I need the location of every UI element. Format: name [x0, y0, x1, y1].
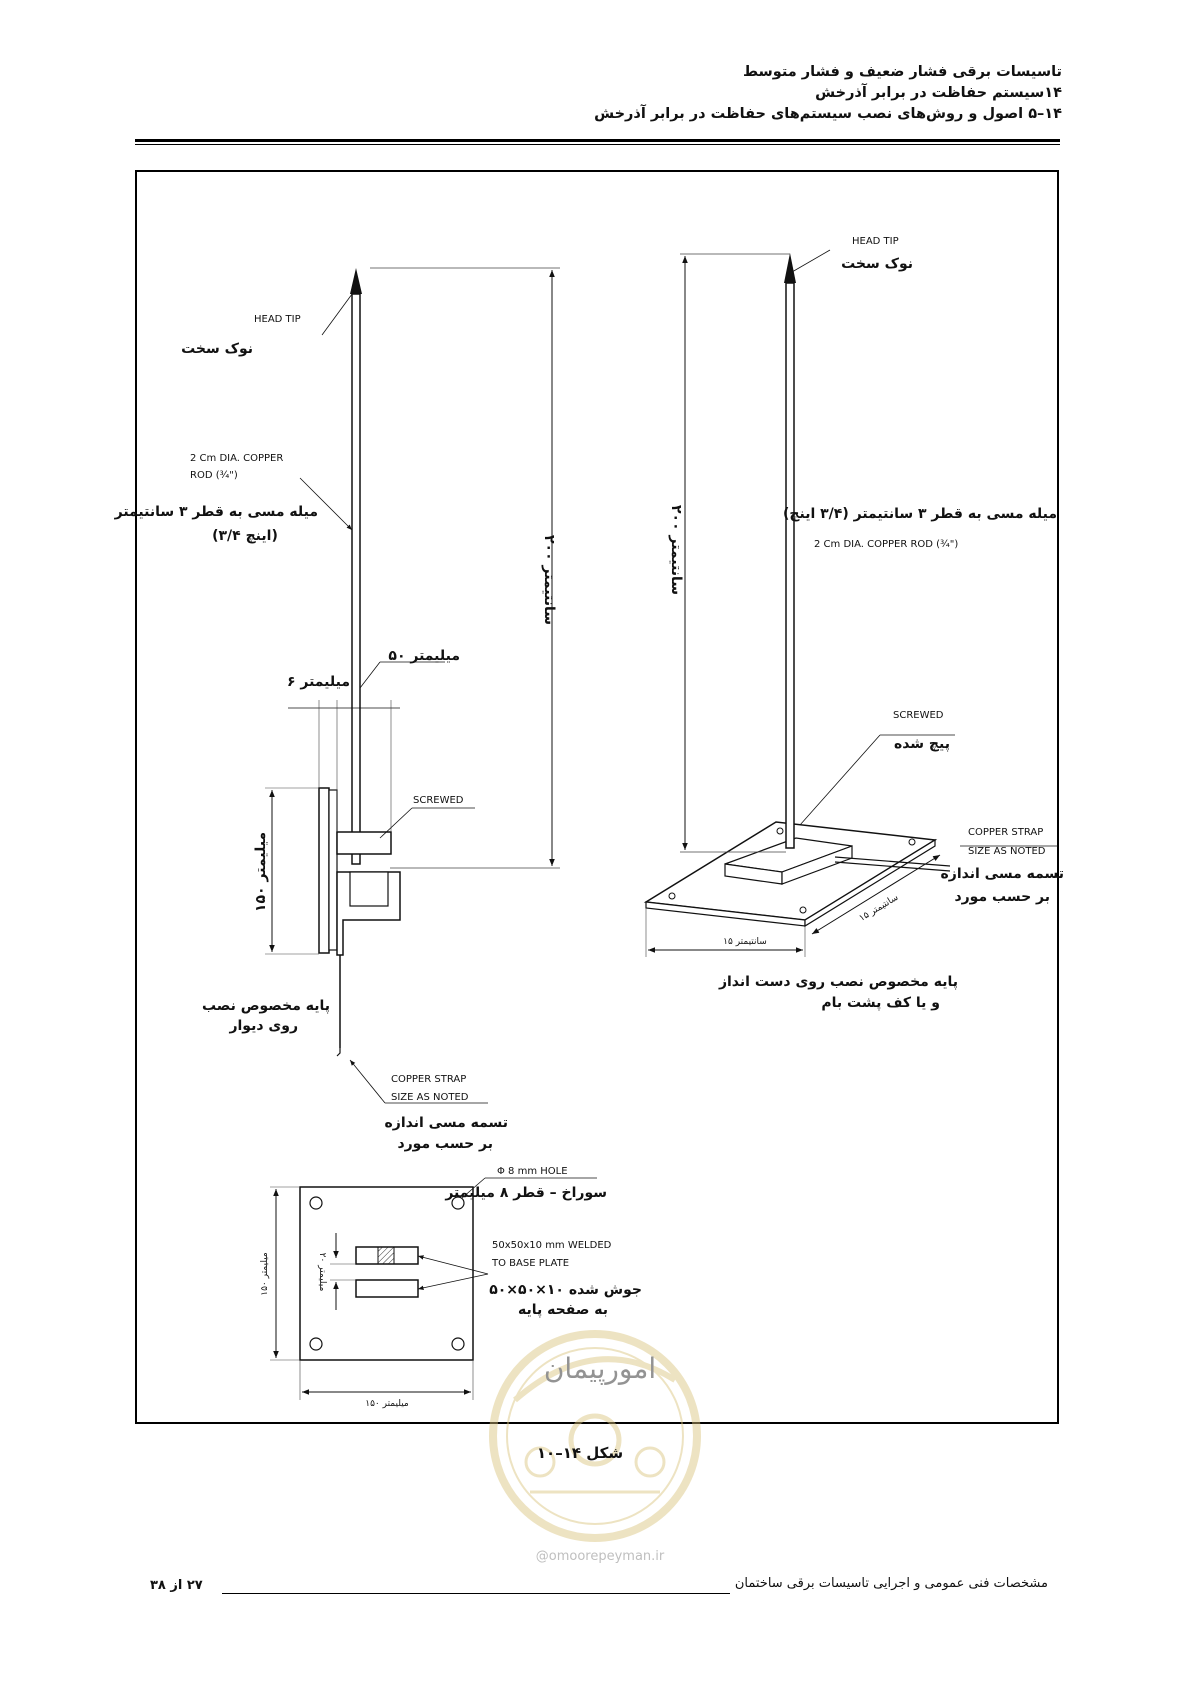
footer-doc-title: مشخصات فنی عمومی و اجرایی تاسیسات برقی ساختمان — [734, 1576, 1048, 1591]
left-dim-150: ۱۵۰ میلیمتر — [253, 831, 269, 913]
right-dim-15-a: ۱۵ سانتیمتر — [723, 937, 767, 947]
left-wall-base-fa-2: روی دیوار — [229, 1018, 298, 1034]
watermark-logo-text: امورپیمان — [543, 1352, 657, 1385]
left-rod-fa-1: میله مسی به قطر ۳ سانتیمتر — [114, 504, 318, 520]
footer-rule — [222, 1593, 730, 1594]
left-strap-en-1: COPPER STRAP — [391, 1074, 467, 1085]
left-screwed-en: SCREWED — [413, 795, 464, 806]
header-line-3: ۱۴–۵ اصول و روش‌های نصب سیستم‌های حفاظت در برابر آذرخش — [594, 106, 1062, 122]
plate-dim-20: ۲۰ میلیمتر — [317, 1252, 327, 1292]
right-rod-fa: میله مسی به قطر ۳ سانتیمتر (۳/۴ اینچ) — [783, 506, 1057, 522]
right-height-dim-label: ۲۰۰ سانتیمتر — [668, 504, 684, 596]
plate-hole-fa: سوراخ – قطر ۸ میلیمتر — [445, 1185, 607, 1201]
watermark-logo — [493, 1334, 697, 1538]
plate-welded-fa-1: ۵۰×۵۰×۱۰ جوش شده — [489, 1282, 642, 1298]
left-head-tip-en: HEAD TIP — [254, 314, 301, 325]
left-rod — [352, 294, 360, 864]
plate-welded-en-2: TO BASE PLATE — [492, 1258, 570, 1269]
left-dim-50: ۵۰ میلیمتر — [388, 648, 460, 664]
header-line-2: ۱۴سیستم حفاظت در برابر آذرخش — [815, 85, 1062, 101]
left-rod-en-2: ROD (¾") — [190, 470, 238, 481]
right-dim-15-b: ۱۵ سانتیمتر — [857, 892, 901, 924]
plate-hole-en: Φ 8 mm HOLE — [497, 1166, 568, 1177]
right-screwed-fa: پیچ شده — [893, 736, 950, 752]
left-height-dim-label: ۲۰۰ سانتیمتر — [541, 534, 557, 626]
right-strap-fa-2: بر حسب مورد — [954, 889, 1050, 905]
footer-page-number: ۲۷ از ۳۸ — [150, 1578, 203, 1593]
left-rod-en-1: 2 Cm DIA. COPPER — [190, 453, 284, 464]
left-wall-base-fa-1: پایه مخصوص نصب — [201, 998, 330, 1014]
plate-welded-fa-2: به صفحه پایه — [518, 1302, 608, 1318]
left-dim-6: ۶ میلیمتر — [286, 674, 350, 690]
right-strap-en-1: COPPER STRAP — [968, 827, 1044, 838]
right-head-tip-en: HEAD TIP — [852, 236, 899, 247]
right-strap-en-2: SIZE AS NOTED — [968, 846, 1046, 857]
right-rod — [786, 283, 794, 848]
right-floor-base-fa-2: و یا کف پشت بام — [821, 995, 940, 1011]
right-head-tip-fa: نوک سخت — [841, 256, 913, 272]
left-rod-fa-2: (۳/۴ اینچ) — [212, 528, 278, 544]
watermark-site: @omoorepeyman.ir — [535, 1549, 665, 1564]
right-floor-base-fa-1: پایه مخصوص نصب روی دست انداز — [718, 974, 958, 990]
wall-plate — [319, 788, 329, 953]
left-strap-fa-1: تسمه مسی اندازه — [384, 1115, 508, 1131]
right-screwed-en: SCREWED — [893, 710, 944, 721]
right-strap-fa-1: تسمه مسی اندازه — [940, 866, 1064, 882]
left-head-tip-fa: نوک سخت — [181, 341, 253, 357]
plate-dim-150-h: ۱۵۰ میلیمتر — [365, 1399, 409, 1409]
plate-dim-150-v: ۱۵۰ میلیمتر — [260, 1252, 270, 1296]
left-head-tip-shape — [350, 268, 362, 294]
left-strap-en-2: SIZE AS NOTED — [391, 1092, 469, 1103]
wall-rod-assembly — [114, 268, 560, 1152]
floor-rod-assembly — [646, 236, 1064, 1011]
plan-block-bottom — [356, 1280, 418, 1297]
right-head-tip-shape — [784, 253, 796, 283]
figure-caption: شکل ۱۴–۱۰ — [536, 1444, 624, 1462]
header-line-1: تاسیسات برقی فشار ضعیف و فشار متوسط — [742, 64, 1062, 80]
right-rod-en: 2 Cm DIA. COPPER ROD (¾") — [814, 539, 959, 550]
left-strap-fa-2: بر حسب مورد — [397, 1136, 493, 1152]
plate-welded-en-1: 50x50x10 mm WELDED — [492, 1240, 612, 1251]
